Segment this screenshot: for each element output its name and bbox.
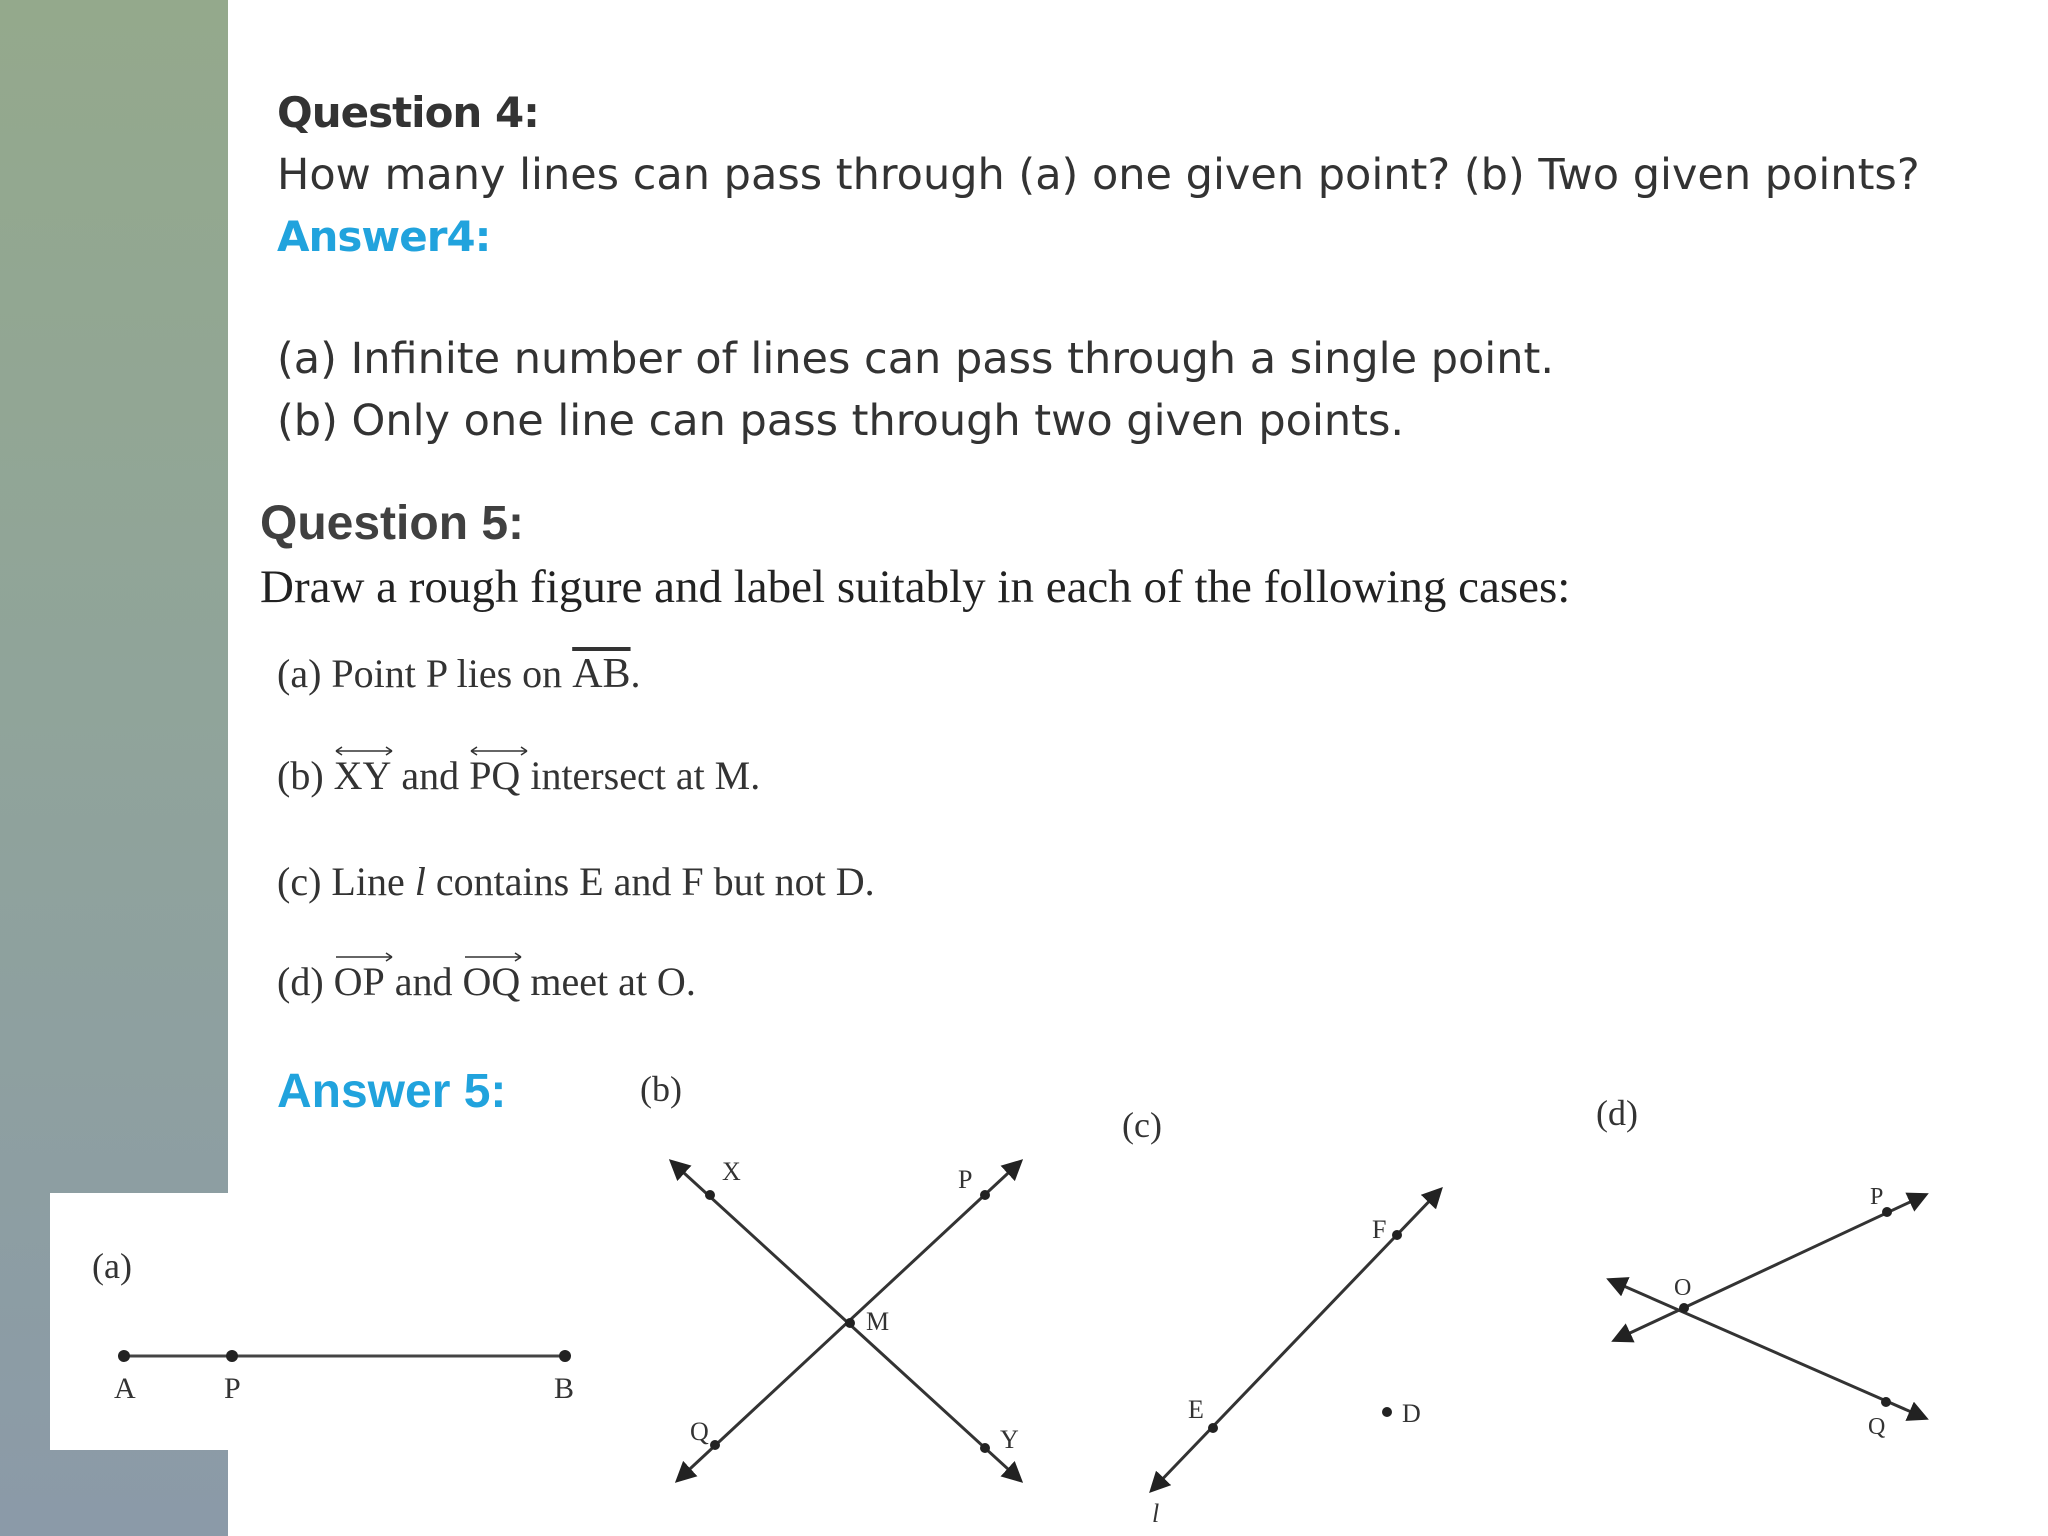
point-e	[1208, 1423, 1218, 1433]
figure-a-diagram	[50, 1193, 610, 1450]
point-y	[980, 1443, 990, 1453]
case-a-suffix: .	[630, 651, 641, 696]
label-l: l	[1152, 1499, 1160, 1528]
label-q: Q	[690, 1417, 709, 1446]
label-p: P	[958, 1165, 973, 1194]
point-q	[710, 1440, 720, 1450]
label-d: D	[1402, 1399, 1421, 1428]
q4-answer-b: (b) Only one line can pass through two given points.	[277, 396, 1405, 446]
point-x	[705, 1190, 715, 1200]
label-o: O	[1674, 1275, 1692, 1301]
q4-question: How many lines can pass through (a) one given point? (b) Two given points?	[277, 150, 1920, 200]
line-oq-path	[1610, 1280, 1925, 1418]
label-q: Q	[1868, 1414, 1886, 1440]
case-d-prefix: (d)	[277, 959, 334, 1004]
case-b-mid: and	[401, 753, 470, 798]
point-q	[1881, 1397, 1891, 1407]
label-a: A	[114, 1372, 136, 1405]
figure-d-label: (d)	[1596, 1093, 1638, 1133]
double-arrow-icon	[334, 746, 394, 756]
ray-arrow-icon	[334, 952, 394, 962]
label-p: P	[224, 1372, 241, 1405]
answer5-heading: Answer 5:	[277, 1065, 507, 1118]
label-e: E	[1188, 1395, 1204, 1424]
label-m: M	[866, 1307, 890, 1336]
segment-ab: $\overline{AB}$	[572, 651, 631, 697]
q4-heading: Question 4:	[277, 88, 539, 137]
figure-b-diagram	[660, 1150, 1060, 1490]
point-p	[1882, 1207, 1892, 1217]
figure-a-label: (a)	[92, 1246, 132, 1286]
label-x: X	[722, 1157, 741, 1186]
case-d-suffix: meet at O.	[520, 959, 696, 1004]
figure-b-label: (b)	[640, 1069, 682, 1109]
point-b	[559, 1350, 571, 1362]
q5-prompt: Draw a rough figure and label suitably in each of the following cases:	[260, 561, 1571, 613]
line-xy: XY	[334, 752, 392, 799]
point-o	[1679, 1303, 1689, 1313]
ray-op: OP	[334, 958, 385, 1005]
label-b: B	[554, 1372, 575, 1405]
label-f: F	[1372, 1215, 1387, 1244]
figure-d-diagram	[1600, 1180, 1940, 1440]
figure-c-diagram	[1140, 1180, 1480, 1530]
point-f	[1392, 1230, 1402, 1240]
point-p	[226, 1350, 238, 1362]
q4-answer-heading: Answer4:	[277, 212, 491, 261]
case-b-prefix: (b)	[277, 753, 334, 798]
line-pq: PQ	[469, 752, 520, 799]
case-b-suffix: intersect at M.	[520, 753, 761, 798]
case-c-prefix: (c) Line	[277, 859, 415, 904]
q5-heading: Question 5:	[260, 497, 525, 550]
q4-answer-a: (a) Infinite number of lines can pass through a single point.	[277, 334, 1555, 384]
double-arrow-icon	[469, 746, 529, 756]
figure-a	[50, 1193, 610, 1450]
case-c-var: l	[414, 859, 426, 904]
point-m	[845, 1318, 855, 1328]
case-c-suffix: contains E and F but not D.	[425, 859, 875, 904]
line-op-path	[1615, 1195, 1925, 1340]
q5-case-d	[277, 958, 696, 1005]
q5-case-c	[277, 858, 875, 905]
label-y: Y	[1000, 1425, 1019, 1454]
case-d-mid: and	[394, 959, 463, 1004]
ray-oq: OQ	[463, 958, 521, 1005]
q5-case-a	[277, 650, 641, 698]
case-a-prefix: (a) Point P lies on	[277, 651, 573, 696]
ray-arrow-icon	[463, 952, 523, 962]
q5-case-b	[277, 752, 760, 799]
point-a	[118, 1350, 130, 1362]
point-p	[980, 1190, 990, 1200]
point-d	[1382, 1407, 1392, 1417]
figure-c-label: (c)	[1122, 1105, 1162, 1145]
label-p: P	[1870, 1184, 1884, 1210]
